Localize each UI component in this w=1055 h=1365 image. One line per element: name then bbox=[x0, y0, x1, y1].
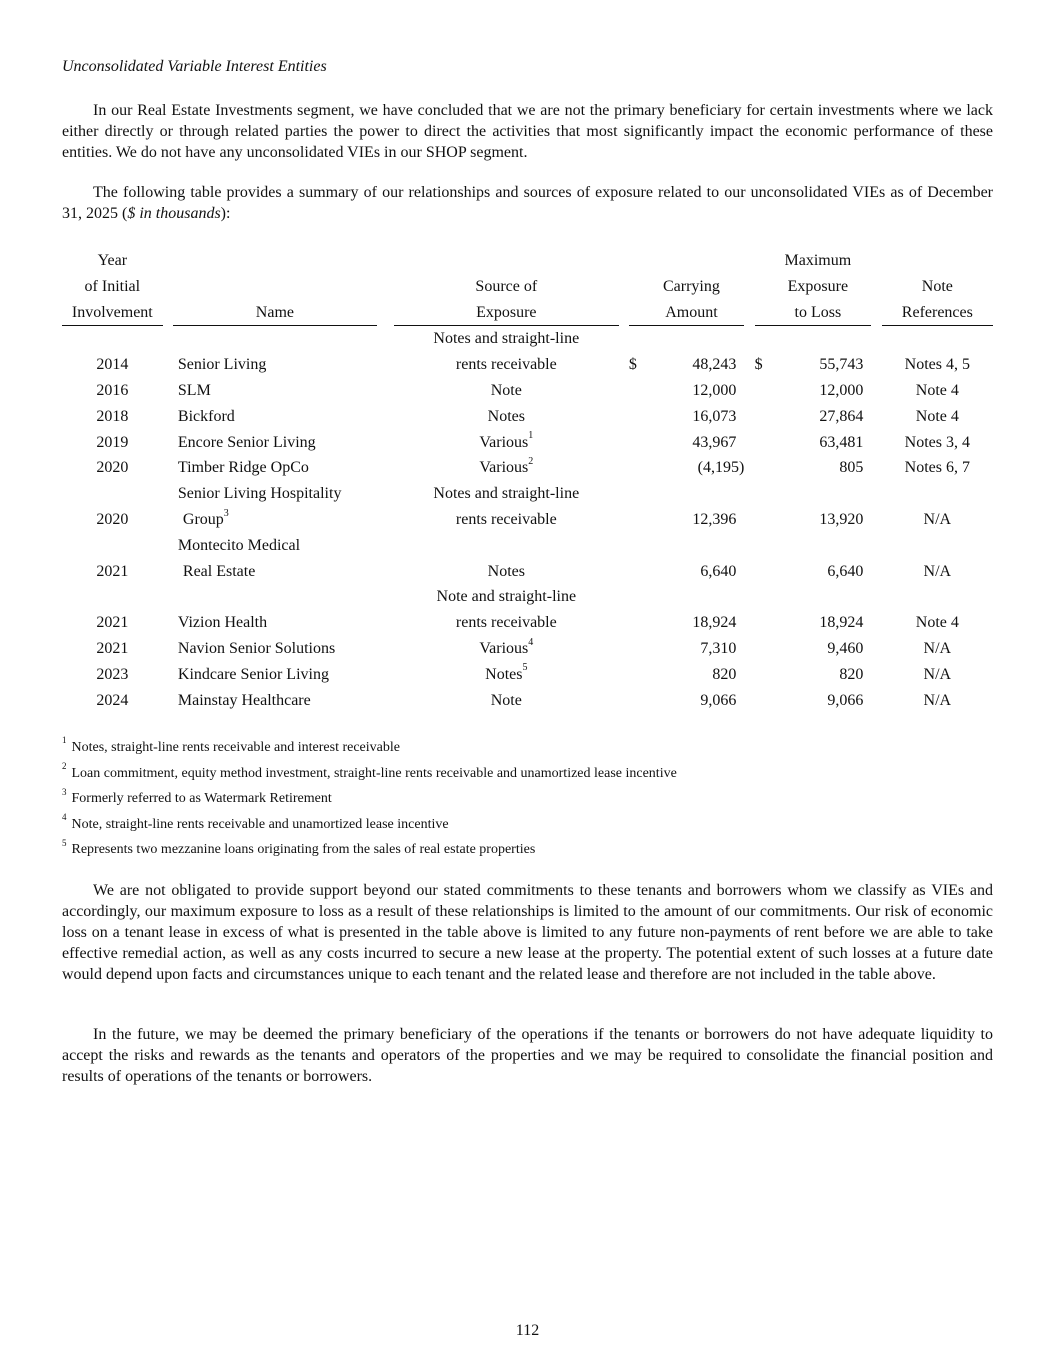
header-row-3 bbox=[62, 300, 993, 327]
cell-note-references: N/A bbox=[923, 562, 952, 580]
cell-name: Timber Ridge OpCo bbox=[177, 459, 309, 477]
table-row bbox=[62, 507, 993, 533]
footnote: $^5$ Represents two mezzanine loans originating from the sales of real estate properties bbox=[62, 837, 536, 858]
currency-symbol bbox=[755, 559, 765, 585]
vie-table-body bbox=[62, 326, 993, 713]
cell-name: Bickford bbox=[177, 407, 235, 425]
cell-carrying-amount: 12,000 bbox=[692, 381, 737, 399]
entity-name-line1 bbox=[173, 584, 377, 610]
header-max-line2: Exposure bbox=[787, 277, 849, 295]
currency-symbol bbox=[629, 688, 639, 714]
cell-source: rents receivable bbox=[455, 356, 557, 374]
cell-source: Various$^4$ bbox=[479, 636, 534, 657]
header-name: Name bbox=[173, 300, 377, 327]
page-number: 112 bbox=[515, 1322, 540, 1339]
header-row-2 bbox=[62, 274, 993, 300]
currency-symbol bbox=[755, 430, 765, 456]
footnote-ref: 3 bbox=[223, 507, 229, 519]
cell-year: 2018 bbox=[96, 407, 129, 425]
header-max-line3: to Loss bbox=[764, 300, 871, 327]
cell-max-exposure: 6,640 bbox=[827, 562, 864, 580]
paragraph-obligations: We are not obligated to provide support beyond our stated commitments to these tenants and borrowers whom we classify as VIEs and accordingly, our maximum exposure to loss as a result of these relationships is limited to the amount of our commitments. Our risk of economic loss on a tenant lease in excess of what is presented in the table above is limited to any future non-payments of rent before we are able to take effective remedial action, as well as any costs incurred to secure a new lease at the property. The potential extent of such losses at a future date would depend upon facts and circumstances unique to each tenant and the related lease and therefore are not included in the table above. bbox=[62, 882, 993, 983]
entity-name-line1 bbox=[173, 326, 377, 352]
cell-max-exposure: 9,066 bbox=[827, 691, 864, 709]
table-row bbox=[62, 378, 993, 404]
paragraph-table-intro bbox=[62, 182, 993, 224]
cell-source: Note bbox=[490, 381, 522, 399]
entity-name-line1: Montecito Medical bbox=[177, 536, 301, 554]
entity-name-line1: Senior Living Hospitality bbox=[177, 485, 342, 503]
header-row-1 bbox=[62, 248, 993, 274]
currency-symbol bbox=[629, 610, 639, 636]
table-row-upper bbox=[62, 584, 993, 610]
header-year-line1: Year bbox=[97, 252, 128, 269]
cell-name: Mainstay Healthcare bbox=[177, 691, 311, 709]
table-row bbox=[62, 662, 993, 688]
cell-carrying-amount: (4,195) bbox=[697, 459, 745, 477]
cell-note-references: Notes 3, 4 bbox=[904, 433, 970, 451]
cell-source: Note bbox=[490, 691, 522, 709]
header-carrying-line2: Amount bbox=[639, 300, 745, 327]
cell-max-exposure: 55,743 bbox=[819, 356, 864, 374]
footnote: $^4$ Note, straight-line rents receivable and unamortized lease incentive bbox=[62, 812, 449, 832]
cell-max-exposure: 27,864 bbox=[819, 407, 864, 425]
cell-carrying-amount: 6,640 bbox=[700, 562, 737, 580]
cell-year: 2020 bbox=[96, 510, 129, 528]
cell-year: 2019 bbox=[96, 433, 129, 451]
cell-note-references: Note 4 bbox=[915, 614, 959, 632]
source-line1: Notes and straight-line bbox=[433, 485, 580, 503]
cell-max-exposure: 63,481 bbox=[819, 433, 864, 451]
cell-carrying-amount: 12,396 bbox=[692, 510, 737, 528]
currency-symbol bbox=[629, 404, 639, 430]
cell-note-references: Note 4 bbox=[915, 381, 959, 399]
currency-symbol bbox=[629, 378, 639, 404]
cell-year: 2021 bbox=[96, 614, 129, 632]
cell-source: Various$^2$ bbox=[479, 456, 534, 477]
footnote-ref: 4 bbox=[528, 636, 534, 648]
cell-name: Senior Living bbox=[177, 356, 267, 374]
currency-symbol bbox=[755, 688, 765, 714]
header-source-line1: Source of bbox=[475, 277, 538, 295]
cell-year: 2020 bbox=[96, 459, 129, 477]
header-note-line1: Note bbox=[921, 277, 953, 295]
footnote-ref: 5 bbox=[522, 662, 528, 674]
cell-source: Various$^1$ bbox=[479, 430, 534, 451]
cell-source: rents receivable bbox=[455, 510, 557, 528]
currency-symbol bbox=[629, 636, 639, 662]
currency-symbol: $ bbox=[628, 356, 637, 374]
cell-carrying-amount: 9,066 bbox=[700, 691, 737, 709]
cell-carrying-amount: 18,924 bbox=[692, 614, 737, 632]
table-row bbox=[62, 688, 993, 714]
footnote: $^1$ Notes, straight-line rents receivable and interest receivable bbox=[62, 735, 400, 755]
table-row bbox=[62, 430, 993, 456]
header-year-line2: of Initial bbox=[84, 277, 141, 295]
cell-name: Kindcare Senior Living bbox=[177, 665, 329, 683]
cell-note-references: N/A bbox=[923, 691, 952, 709]
currency-symbol bbox=[629, 559, 639, 585]
currency-symbol bbox=[755, 662, 765, 688]
cell-source: rents receivable bbox=[455, 614, 557, 632]
table-row-upper bbox=[62, 481, 993, 507]
cell-name: Real Estate bbox=[182, 562, 256, 580]
header-note-line2: References bbox=[882, 300, 993, 327]
header-max-line1: Maximum bbox=[784, 252, 852, 269]
cell-note-references: Notes 4, 5 bbox=[904, 356, 970, 374]
currency-symbol bbox=[755, 636, 765, 662]
cell-year: 2014 bbox=[96, 356, 129, 374]
cell-source: Notes bbox=[487, 562, 525, 580]
cell-max-exposure: 18,924 bbox=[819, 614, 864, 632]
currency-symbol bbox=[629, 455, 639, 481]
cell-name: Encore Senior Living bbox=[177, 433, 316, 451]
cell-name: Navion Senior Solutions bbox=[177, 639, 336, 657]
currency-symbol bbox=[629, 662, 639, 688]
footnote: $^3$ Formerly referred to as Watermark Retirement bbox=[62, 786, 332, 807]
cell-carrying-amount: 16,073 bbox=[692, 407, 737, 425]
cell-year: 2021 bbox=[96, 639, 129, 657]
currency-symbol bbox=[755, 404, 765, 430]
currency-symbol bbox=[755, 455, 765, 481]
source-line1 bbox=[394, 533, 619, 559]
cell-note-references: N/A bbox=[923, 510, 952, 528]
table-row-upper bbox=[62, 533, 993, 559]
footnote-ref: 1 bbox=[528, 430, 534, 442]
currency-symbol bbox=[629, 430, 639, 456]
cell-max-exposure: 820 bbox=[839, 665, 864, 683]
cell-note-references: N/A bbox=[923, 665, 952, 683]
table-intro-units: $ in thousands bbox=[127, 205, 221, 222]
cell-source: Notes bbox=[487, 407, 525, 425]
cell-carrying-amount: 820 bbox=[712, 665, 737, 683]
cell-max-exposure: 9,460 bbox=[827, 639, 864, 657]
table-row-upper bbox=[62, 326, 993, 352]
table-row bbox=[62, 610, 993, 636]
cell-name: SLM bbox=[177, 381, 211, 399]
currency-symbol: $ bbox=[754, 356, 763, 374]
cell-carrying-amount: 43,967 bbox=[692, 433, 737, 451]
cell-max-exposure: 805 bbox=[839, 459, 864, 477]
cell-note-references: Note 4 bbox=[915, 407, 959, 425]
cell-year: 2024 bbox=[96, 691, 129, 709]
cell-name: Group$^3$ bbox=[182, 507, 229, 528]
footnote: $^2$ Loan commitment, equity method investment, straight-line rents receivable and unamortized lease incentive bbox=[62, 760, 677, 781]
cell-year: 2023 bbox=[96, 665, 129, 683]
cell-year: 2021 bbox=[96, 562, 129, 580]
header-year-line3: Involvement bbox=[62, 300, 163, 327]
header-carrying-line1: Carrying bbox=[663, 277, 720, 295]
footnotes bbox=[62, 735, 677, 866]
currency-symbol bbox=[629, 507, 639, 533]
cell-year: 2016 bbox=[96, 381, 129, 399]
cell-carrying-amount: 48,243 bbox=[692, 356, 737, 374]
cell-note-references: N/A bbox=[923, 639, 952, 657]
header-source-line2: Exposure bbox=[394, 300, 619, 327]
cell-note-references: Notes 6, 7 bbox=[904, 459, 970, 477]
section-heading: Unconsolidated Variable Interest Entities bbox=[62, 58, 327, 75]
paragraph-intro: In our Real Estate Investments segment, we have concluded that we are not the primary beneficiary for certain investments where we lack either directly or through related parties the power to direct the activities that most significantly impact the economic performance of these entities. We do not have any unconsolidated VIEs in our SHOP segment. bbox=[62, 102, 993, 161]
currency-symbol bbox=[755, 610, 765, 636]
table-row bbox=[62, 455, 993, 481]
table-row bbox=[62, 636, 993, 662]
source-line1: Notes and straight-line bbox=[433, 330, 580, 348]
cell-max-exposure: 12,000 bbox=[819, 381, 864, 399]
cell-source: Notes$^5$ bbox=[485, 662, 528, 683]
vie-table bbox=[62, 248, 993, 713]
cell-carrying-amount: 7,310 bbox=[700, 639, 737, 657]
table-row bbox=[62, 352, 993, 378]
paragraph-future: In the future, we may be deemed the primary beneficiary of the operations if the tenants or borrowers do not have adequate liquidity to accept the risks and rewards as the tenants and operators of the properties and we may be required to consolidate the financial position and results of operations of the tenants or borrowers. bbox=[62, 1026, 993, 1085]
table-row bbox=[62, 404, 993, 430]
cell-name: Vizion Health bbox=[177, 614, 268, 632]
table-intro-end: ): bbox=[220, 205, 231, 222]
cell-max-exposure: 13,920 bbox=[819, 510, 864, 528]
table-row bbox=[62, 559, 993, 585]
footnote-ref: 2 bbox=[528, 456, 534, 468]
source-line1: Note and straight-line bbox=[436, 588, 577, 606]
currency-symbol bbox=[755, 507, 765, 533]
table-intro-text: The following table provides a summary of our relationships and sources of exposure related to our unconsolidated VIEs as of December 31, 2025 ( bbox=[62, 184, 993, 222]
currency-symbol bbox=[755, 378, 765, 404]
